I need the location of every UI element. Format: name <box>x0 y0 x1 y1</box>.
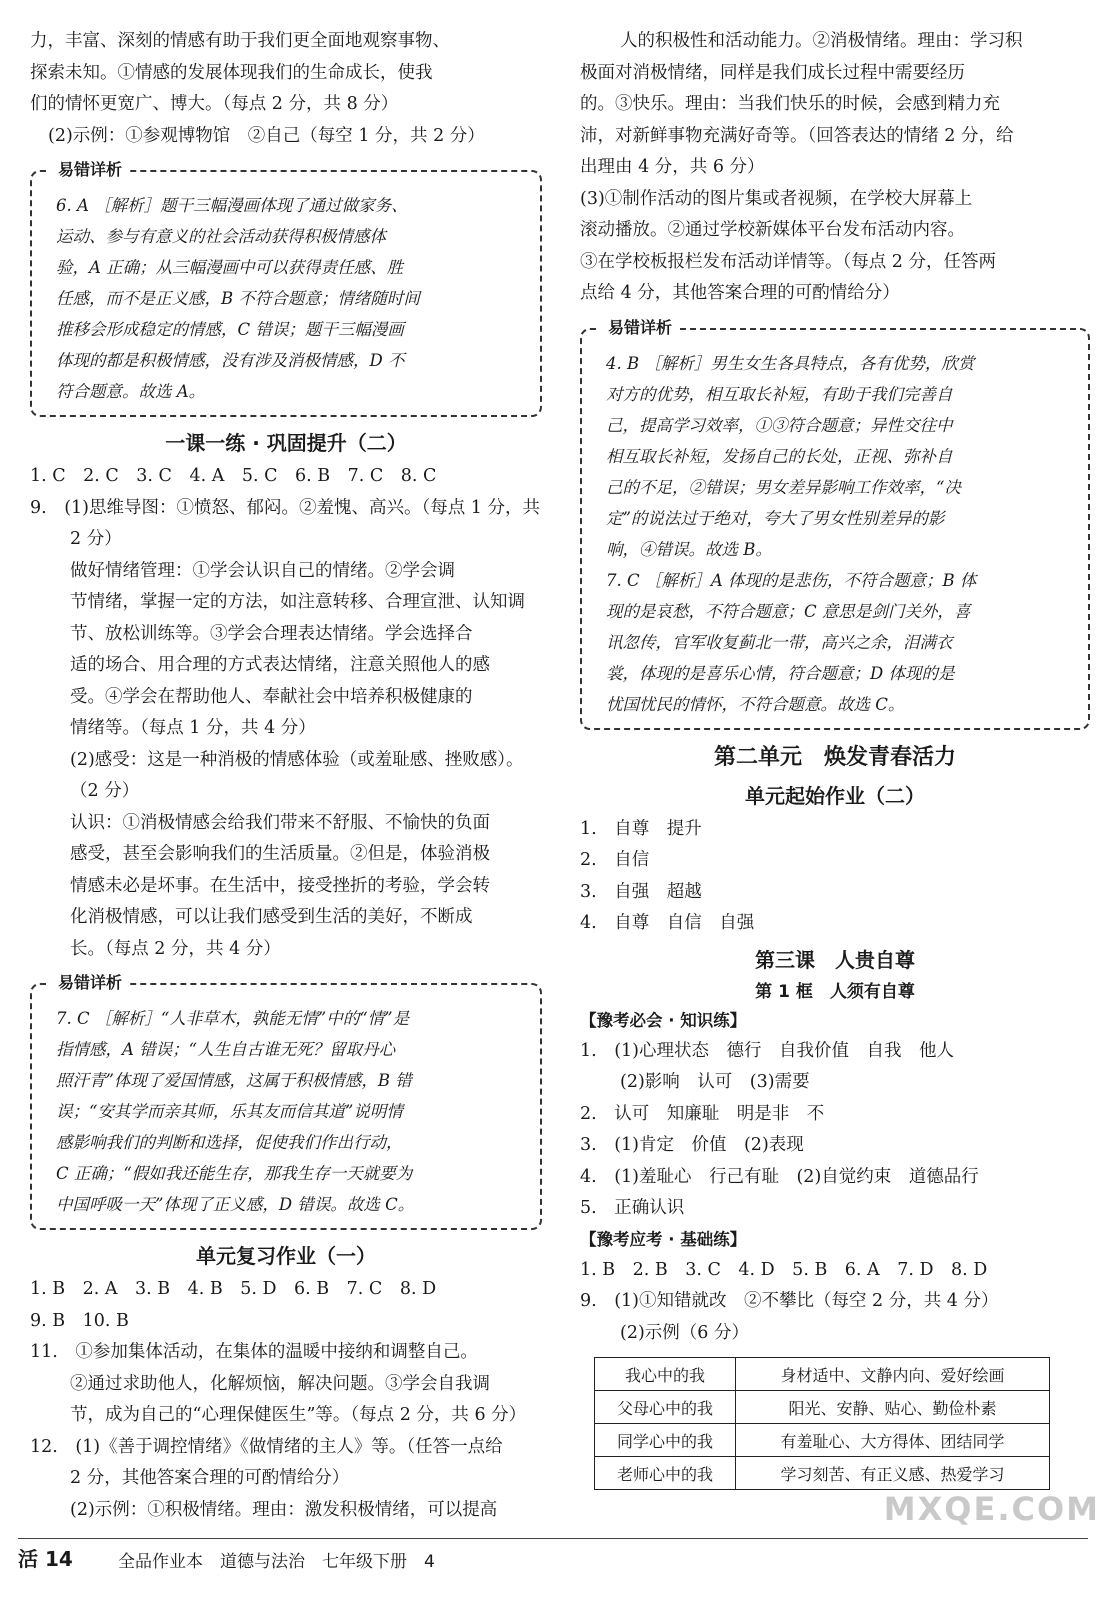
box-tag: 易错详析 <box>50 159 130 181</box>
frame-heading: 第 1 框 人须有自尊 <box>755 981 915 1002</box>
text-line: 适的场合、用合理的方式表达情绪，注意关照他人的感 <box>70 655 490 675</box>
answer-line: 3. 自强 超越 <box>580 881 702 902</box>
subsection-label: 【豫考应考 · 基础练】 <box>580 1229 747 1249</box>
text-line: (2)示例：①积极情绪。理由：激发积极情绪，可以提高 <box>70 1499 498 1520</box>
watermark: MXQE.COM <box>883 1490 1100 1528</box>
box-line: 运动、参与有意义的社会活动获得积极情感体 <box>56 227 386 246</box>
table-cell: 身材适中、文静内向、爱好绘画 <box>736 1358 1050 1391</box>
box-line: 验，A 正确；从三幅漫画中可以获得责任感、胜 <box>56 258 404 277</box>
answer-line: 1. B 2. A 3. B 4. B 5. D 6. B 7. C 8. D <box>30 1279 437 1299</box>
text-line: （2 分） <box>70 781 140 801</box>
answer-line: 5. 正确认识 <box>580 1198 685 1218</box>
box-line: 误；“安其学而亲其师，乐其友而信其道”说明情 <box>56 1102 403 1121</box>
text-line: ③在学校板报栏发布活动详情等。（每点 2 分，任答两 <box>580 251 997 272</box>
answer-line: 9. B 10. B <box>30 1310 129 1331</box>
text-line: 力，丰富、深刻的情感有助于我们更全面地观察事物、 <box>30 31 450 51</box>
answer-line: 9. (1)①知错就改 ②不攀比（每空 2 分，共 4 分） <box>580 1291 999 1311</box>
box-line: 讯忽传，官军收复蓟北一带，高兴之余，泪满衣 <box>606 632 953 652</box>
answer-line: (2)影响 认可 (3)需要 <box>620 1072 810 1092</box>
box-line: 指情感，A 错误；“人生自古谁无死？留取丹心 <box>56 1040 396 1059</box>
box-line: 对方的优势，相互取长补短，有助于我们完善自 <box>606 384 953 404</box>
answer-line: 4. 自尊 自信 自强 <box>580 913 755 933</box>
error-analysis-box <box>30 160 542 417</box>
text-line: ②通过求助他人，化解烦恼，解决问题。③学会自我调 <box>70 1373 490 1394</box>
box-line: 体现的都是积极情感，没有涉及消极情感，D 不 <box>56 351 405 370</box>
answer-line: 1. B 2. B 3. C 4. D 5. B 6. A 7. D 8. D <box>580 1259 988 1280</box>
error-analysis-box <box>580 317 1090 730</box>
box-line: 定”的说法过于绝对，夸大了男女性别差异的影 <box>606 508 945 528</box>
text-line: 沛，对新鲜事物充满好奇等。（回答表达的情绪 2 分，给 <box>580 125 1014 146</box>
text-line: 极面对消极情绪，同样是我们成长过程中需要经历 <box>580 62 965 83</box>
section-heading: 单元起始作业（二） <box>745 783 925 808</box>
text-line: 9. (1)思维导图：①愤怒、郁闷。②羞愧、高兴。（每点 1 分，共 <box>30 497 540 518</box>
table-row <box>595 1424 1050 1457</box>
box-line: 7. C ［解析］A 体现的是悲伤，不符合题意；B 体 <box>606 570 977 590</box>
section-heading: 一课一练 · 巩固提升（二） <box>165 431 407 455</box>
table-cell: 同学心中的我 <box>595 1424 736 1457</box>
box-line: 现的是哀愁，不符合题意；C 意思是剑门关外，喜 <box>606 601 971 621</box>
page-number: 活 14 <box>18 1547 73 1571</box>
box-line: 响，④错误。故选 B。 <box>606 539 772 559</box>
book-title: 全品作业本 道德与法治 七年级下册 4 <box>118 1552 435 1572</box>
lesson-heading: 第三课 人贵自尊 <box>755 947 915 972</box>
left-column <box>30 26 542 1526</box>
text-line: (3)①制作活动的图片集或者视频，在学校大屏幕上 <box>580 188 973 209</box>
table-cell: 老师心中的我 <box>595 1457 736 1490</box>
answer-line: (2)示例（6 分） <box>620 1322 749 1343</box>
box-line: 己的不足，②错误；男女差异影响工作效率，“决 <box>606 477 961 497</box>
box-line: 7. C ［解析］“人非草木，孰能无情”中的“情”是 <box>56 1009 410 1028</box>
table-row <box>595 1358 1050 1391</box>
table-cell: 有羞耻心、大方得体、团结同学 <box>736 1424 1050 1457</box>
box-line: 4. B ［解析］男生女生各具特点，各有优势，欣赏 <box>606 353 975 373</box>
error-analysis-box <box>30 973 542 1230</box>
table-cell: 我心中的我 <box>595 1358 736 1391</box>
text-line: 长。（每点 2 分，共 4 分） <box>70 938 281 959</box>
box-tag: 易错详析 <box>600 317 680 339</box>
text-line: 做好情绪管理：①学会认识自己的情绪。②学会调 <box>70 560 455 581</box>
text-line: 人的积极性和活动能力。②消极情绪。理由：学习积 <box>620 31 1023 51</box>
text-line: 2 分） <box>70 529 122 549</box>
box-line: 忧国忧民的情怀，不符合题意。故选 C。 <box>606 694 905 714</box>
text-line: 12. (1)《善于调控情绪》《做情绪的主人》等。（任答一点给 <box>30 1436 503 1457</box>
table-cell: 父母心中的我 <box>595 1391 736 1424</box>
text-line: 2 分，其他答案合理的可酌情给分） <box>70 1468 350 1488</box>
box-line: 6. A ［解析］题干三幅漫画体现了通过做家务、 <box>56 196 408 215</box>
box-line: C 正确；“假如我还能生存，那我生存一天就要为 <box>56 1164 413 1183</box>
unit-heading: 第二单元 焕发青春活力 <box>713 744 956 770</box>
answer-line: 3. (1)肯定 价值 (2)表现 <box>580 1135 804 1155</box>
text-line: (2)感受：这是一种消极的情感体验（或羞耻感、挫败感）。 <box>70 749 524 770</box>
text-line: 节，成为自己的“心理保健医生”等。（每点 2 分，共 6 分） <box>70 1405 527 1425</box>
text-line: 滚动播放。②通过学校新媒体平台发布活动内容。 <box>580 220 965 240</box>
text-line: (2)示例：①参观博物馆 ②自己（每空 1 分，共 2 分） <box>48 125 485 146</box>
box-line: 裳，体现的是喜乐心情，符合题意；D 体现的是 <box>606 663 955 683</box>
text-line: 探索未知。①情感的发展体现我们的生命成长，使我 <box>30 62 433 83</box>
text-line: 节、放松训练等。③学会合理表达情绪。学会选择合 <box>70 623 473 644</box>
box-line: 相互取长补短，发扬自己的长处，正视、弥补自 <box>606 446 953 466</box>
table-row <box>595 1391 1050 1424</box>
right-column <box>580 26 1090 1490</box>
box-line: 己，提高学习效率，①③符合题意；异性交往中 <box>606 415 953 435</box>
text-line: 受。④学会在帮助他人、奉献社会中培养积极健康的 <box>70 686 473 707</box>
box-line: 感影响我们的判断和选择，促使我们作出行动， <box>56 1133 403 1152</box>
text-line: 的。③快乐。理由：当我们快乐的时候，会感到精力充 <box>580 94 1000 114</box>
answer-line: 1. 自尊 提升 <box>580 818 702 839</box>
box-line: 推移会形成稳定的情感，C 错误；题干三幅漫画 <box>56 320 404 339</box>
table-row <box>595 1457 1050 1490</box>
text-line: 感受，甚至会影响我们的生活质量。②但是，体验消极 <box>70 844 490 864</box>
text-line: 出理由 4 分，共 6 分） <box>580 157 765 177</box>
answer-line: 2. 认可 知廉耻 明是非 不 <box>580 1103 825 1124</box>
box-line: 任感，而不是正义感，B 不符合题意；情绪随时间 <box>56 289 420 308</box>
text-line: 11. ①参加集体活动，在集体的温暖中接纳和调整自己。 <box>30 1342 478 1362</box>
box-tag: 易错详析 <box>50 972 130 994</box>
text-line: 情感未必是坏事。在生活中，接受挫折的考验，学会转 <box>70 875 490 896</box>
answer-line: 1. C 2. C 3. C 4. A 5. C 6. B 7. C 8. C <box>30 466 437 486</box>
self-image-table <box>594 1357 1050 1490</box>
section-heading: 单元复习作业（一） <box>196 1244 376 1268</box>
text-line: 们的情怀更宽广、博大。（每点 2 分，共 8 分） <box>30 94 399 114</box>
answer-line: 1. (1)心理状态 德行 自我价值 自我 他人 <box>580 1040 954 1061</box>
subsection-label: 【豫考必会 · 知识练】 <box>580 1010 747 1030</box>
table-cell: 学习刻苦、有正义感、热爱学习 <box>736 1457 1050 1490</box>
text-line: 化消极情感，可以让我们感受到生活的美好，不断成 <box>70 907 473 927</box>
box-line: 照汗青”体现了爱国情感，这属于积极情感，B 错 <box>56 1071 412 1090</box>
box-line: 符合题意。故选 A。 <box>56 382 206 401</box>
text-line: 节情绪，掌握一定的方法，如注意转移、合理宣泄、认知调 <box>70 592 525 612</box>
answer-line: 4. (1)羞耻心 行己有耻 (2)自觉约束 道德品行 <box>580 1166 979 1187</box>
text-line: 点给 4 分，其他答案合理的可酌情给分） <box>580 283 900 303</box>
text-line: 情绪等。（每点 1 分，共 4 分） <box>70 718 316 738</box>
answer-line: 2. 自信 <box>580 850 650 870</box>
table-cell: 阳光、安静、贴心、勤俭朴素 <box>736 1391 1050 1424</box>
text-line: 认识：①消极情感会给我们带来不舒服、不愉快的负面 <box>70 812 490 833</box>
box-line: 中国呼吸一天”体现了正义感，D 错误。故选 C。 <box>56 1195 415 1214</box>
page-footer <box>18 1538 1088 1573</box>
